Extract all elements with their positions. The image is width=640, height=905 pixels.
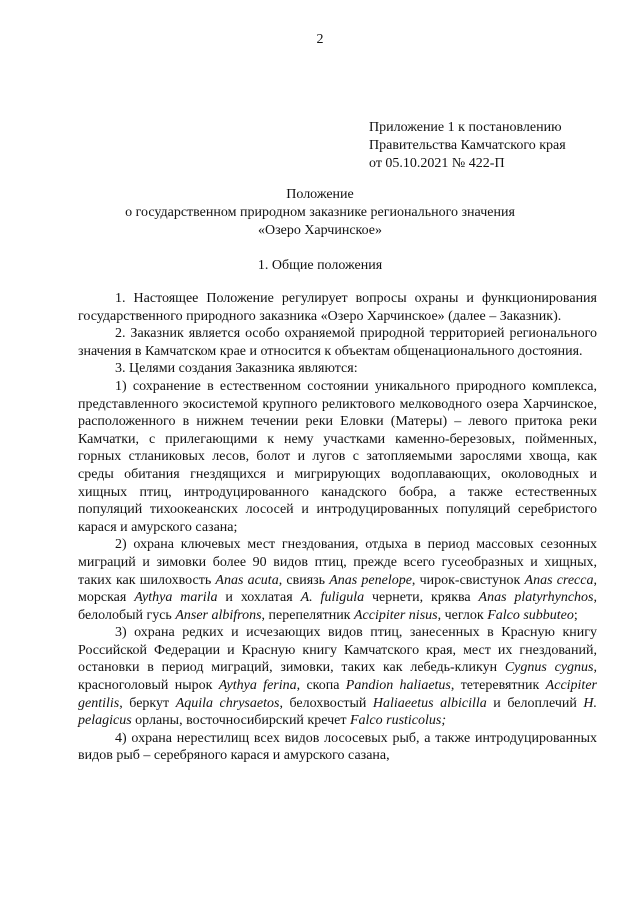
- species-name: Anser albifrons: [175, 607, 262, 623]
- text: , белохвостый: [279, 695, 373, 711]
- text: орланы, восточносибирский кречет: [131, 713, 350, 729]
- text: чернети, кряква: [364, 590, 479, 606]
- text: , белолобый гусь: [78, 590, 597, 623]
- text: , скопа: [296, 678, 346, 694]
- paragraph-4: 1) сохранение в естественном состоянии уникального природного комплекса, представленного экосистемой крупного реликтового мелководного озера Харчинское, расположенного в нижнем течении реки Еловки (Матеры) – левого притока реки Камчатки, с прилегающими к нему участками каменно-березовых, пойменных, горных стланиковых лесов, болот и лугов с затопляемыми зарослями хвоща, как среды обитания гнездящихся и мигрирующих водоплавающих, околоводных и хищных птиц, интродуцированного канадского бобра, а также естественных популяций тихоокеанских лососей и интродуцированных популяций серебристого карася и амурского сазана;: [78, 378, 597, 535]
- text: 3) охрана редких и исчезающих видов птиц, занесенных в Красную книгу Российской Федерации и Красную книгу Камчатского края, мест их гнездований, остановки в период миграций, зимовки, таких как лебедь-кликун: [78, 625, 597, 676]
- species-name: Aquila chrysaetos: [175, 695, 280, 711]
- species-name: Falco rusticolus;: [349, 713, 447, 729]
- text: , перепелятник: [261, 607, 354, 623]
- text: , чирок-свистунок: [411, 572, 525, 588]
- text: ;: [573, 607, 578, 623]
- attachment-line-1: Приложение 1 к постановлению: [369, 120, 562, 135]
- document-body: [78, 290, 597, 765]
- document-title: [0, 186, 640, 240]
- attachment-block: [369, 119, 566, 173]
- title-line-1: Положение: [286, 187, 354, 202]
- paragraph-5: [78, 536, 597, 624]
- species-name: Anas penelope: [329, 572, 412, 588]
- attachment-line-3: от 05.10.2021 № 422-П: [369, 156, 505, 171]
- paragraph-6: [78, 624, 597, 730]
- species-name: Accipiter nisus: [354, 607, 438, 623]
- species-name: Haliaeetus albicilla: [372, 695, 487, 711]
- species-name: Cygnus cygnus: [504, 660, 594, 676]
- species-name: Pandion haliaetus: [345, 678, 451, 694]
- paragraph-2: 2. Заказник является особо охраняемой природной территорией регионального значения в Камчатском крае и относится к объектам общенационального достояния.: [78, 326, 597, 359]
- text: и белоплечий: [486, 695, 584, 711]
- paragraph-3: 3. Целями создания Заказника являются:: [115, 361, 358, 377]
- text: , чеглок: [437, 607, 488, 623]
- species-name: Aythya marila: [134, 590, 218, 606]
- attachment-line-2: Правительства Камчатского края: [369, 138, 566, 153]
- section-heading: 1. Общие положения: [257, 258, 383, 273]
- text: , морская: [78, 572, 597, 606]
- text: и хохлатая: [217, 590, 301, 606]
- text: , свиязь: [278, 572, 330, 588]
- species-name: Anas acuta: [215, 572, 279, 588]
- species-name: Aythya ferina: [218, 678, 297, 694]
- text: 2) охрана ключевых мест гнездования, отдыха в период массовых сезонных миграций и зимовки более 90 видов птиц, прежде всего гусеобразных и хищных, таких как шилохвость: [78, 537, 597, 588]
- title-line-2: о государственном природном заказнике регионального значения: [125, 205, 515, 220]
- page-number: 2: [316, 32, 324, 47]
- species-name: A. fuligula: [300, 590, 365, 606]
- title-line-3: «Озеро Харчинское»: [257, 223, 383, 238]
- species-name: Accipiter gentilis: [78, 678, 597, 711]
- text: , красноголовый нырок: [78, 660, 597, 694]
- species-name: Anas crecca: [524, 572, 594, 588]
- paragraph-7: 4) охрана нерестилищ всех видов лососевых рыб, а также интродуцированных видов рыб – серебряного карася и амурского сазана,: [78, 730, 597, 764]
- text: , тетеревятник: [450, 678, 546, 694]
- species-name: H. pelagicus: [78, 695, 598, 729]
- paragraph-1: 1. Настоящее Положение регулирует вопросы охраны и функционирования государственного природного заказника «Озеро Харчинское» (далее – Заказник).: [78, 291, 597, 324]
- species-name: Falco subbuteo: [487, 607, 574, 623]
- text: , беркут: [119, 695, 176, 711]
- species-name: Anas platyrhynchos: [478, 590, 594, 606]
